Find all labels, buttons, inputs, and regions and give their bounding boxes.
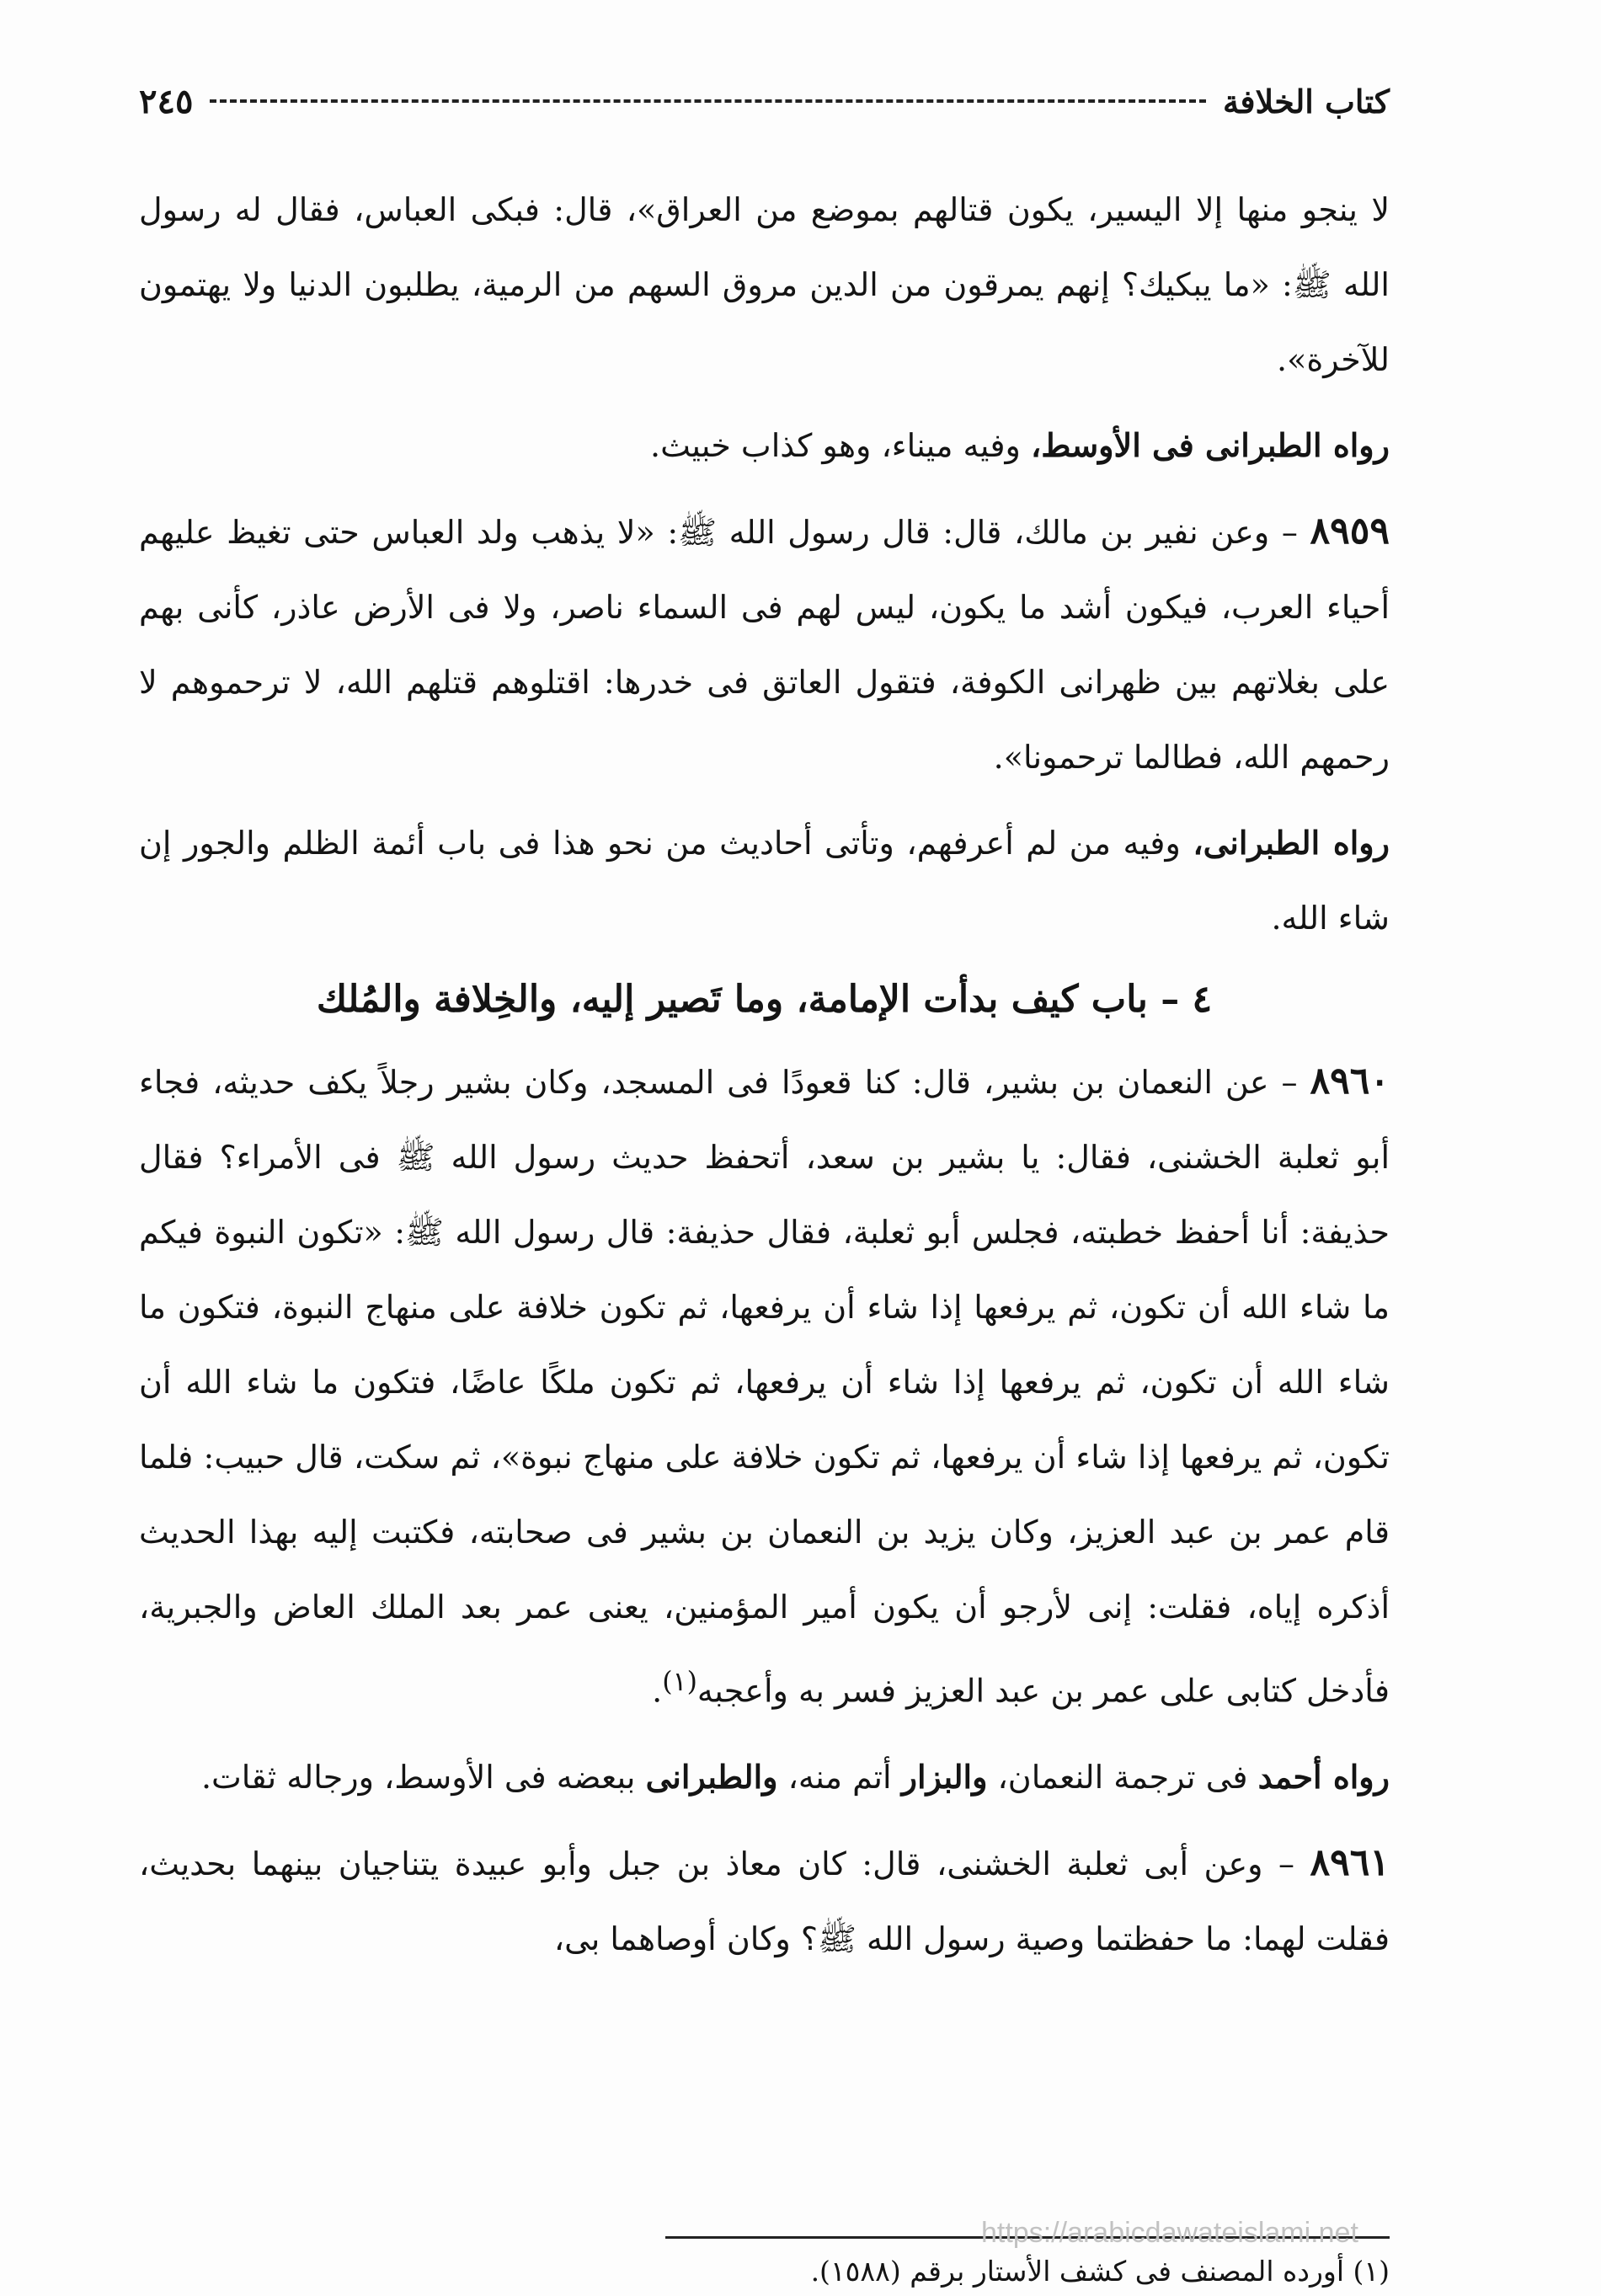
section-heading: ٤ – باب كيف بدأت الإمامة، وما تَصير إليه، والخِلافة والمُلك <box>316 978 1213 1021</box>
paragraph-source-note <box>139 805 1390 956</box>
source-text: أتم منه، <box>777 1758 902 1796</box>
source-text: ببعضه فى الأوسط، ورجاله ثقات. <box>200 1758 646 1796</box>
paragraph-continuation: لا ينجو منها إلا اليسير، يكون قتالهم بموضع من العراق»، قال: فبكى العباس، فقال له رسول الله ﷺ: «ما يبكيك؟ إنهم يمرقون من الدين مروق السهم من الرمية، يطلبون الدنيا ولا يهتمون للآخرة». <box>139 191 1390 378</box>
hadith-8959 <box>139 494 1390 795</box>
footnote: (١) أورده المصنف فى كشف الأستار برقم (١٥٨٨). <box>810 2255 1390 2288</box>
hadith-text: – وعن أبى ثعلبة الخشنى، قال: كان معاذ بن جبل وأبو عبيدة يتناجيان بينهما بحديث، فقلت لهما: ما حفظتما وصية رسول الله ﷺ؟ وكان أوصاهما بى، <box>139 1845 1390 1957</box>
page-number: ٢٤٥ <box>139 81 194 121</box>
source-bold: رواه الطبرانى فى الأوسط، <box>1031 426 1390 464</box>
watermark-url: https://arabicdawateislami.net <box>981 2217 1358 2249</box>
hadith-number: ٨٩٦١ <box>1310 1840 1390 1884</box>
source-bold: رواه الطبرانى، <box>1193 824 1390 862</box>
hadith-text: – وعن نفير بن مالك، قال: قال رسول الله ﷺ: «لا يذهب ولد العباس حتى تغيظ عليهم أحياء العرب، فيكون أشد ما يكون، ليس لهم فى السماء ناصر، ولا فى الأرض عاذر، كأنى بهم على بغلاتهم بين ظهرانى الكوفة، فتقول العاتق فى خدرها: اقتلوهم قتلهم الله، لا ترحموهم لا رحمهم الله، فطالما ترحمونا». <box>139 514 1390 776</box>
hadith-number: ٨٩٦٠ <box>1310 1060 1390 1103</box>
hadith-text: – عن النعمان بن بشير، قال: كنا قعودًا فى المسجد، وكان بشير رجلاً يكف حديثه، فجاء أبو ثعلبة الخشنى، فقال: يا بشير بن سعد، أتحفظ حديث رسول الله ﷺ فى الأمراء؟ فقال حذيفة: أنا أحفظ خطبته، فجلس أبو ثعلبة، فقال حذيفة: قال رسول الله ﷺ: «تكون النبوة فيكم ما شاء الله أن تكون، ثم يرفعها إذا شاء أن يرفعها، ثم تكون خلافة على منهاج النبوة، فتكون ما شاء الله أن تكون، ثم يرفعها إذا شاء أن يرفعها، ثم تكون ملكًا عاضًا، فتكون ما شاء الله أن تكون، ثم يرفعها إذا شاء أن يرفعها، ثم تكون خلافة على منهاج نبوة»، ثم سكت، قال حبيب: فلما قام عمر بن عبد العزيز، وكان يزيد بن النعمان بن بشير فى صحابته، فكتبت إليه بهذا الحديث أذكره إياه، فقلت: إنى لأرجو أن يكون أمير المؤمنين، يعنى عمر بعد الملك العاض والجبرية، فأدخل كتابى على عمر بن عبد العزيز فسر به وأعجبه <box>139 1064 1390 1710</box>
hadith-end: . <box>652 1672 663 1710</box>
source-text: فى ترجمة النعمان، <box>987 1758 1258 1796</box>
footnote-reference: (١) <box>662 1667 697 1697</box>
hadith-8960 <box>139 1044 1390 1729</box>
header-dashed-rule <box>210 99 1206 103</box>
paragraph-source-note <box>139 1739 1390 1815</box>
book-title: كتاب الخلافة <box>1222 82 1390 120</box>
main-text <box>139 173 1390 1987</box>
source-bold: رواه أحمد <box>1257 1757 1390 1796</box>
source-text: وفيه من لم أعرفهم، وتأتى أحاديث من نحو هذا فى باب أئمة الظلم والجور إن شاء الله. <box>139 825 1390 937</box>
source-bold: والطبرانى <box>645 1757 778 1796</box>
hadith-number: ٨٩٥٩ <box>1310 510 1390 553</box>
paragraph-source-note <box>139 408 1390 483</box>
hadith-8961 <box>139 1825 1390 1977</box>
source-text: وفيه ميناء، وهو كذاب خبيث. <box>650 427 1031 464</box>
source-bold: والبزار <box>901 1757 988 1796</box>
running-header <box>139 72 1390 131</box>
